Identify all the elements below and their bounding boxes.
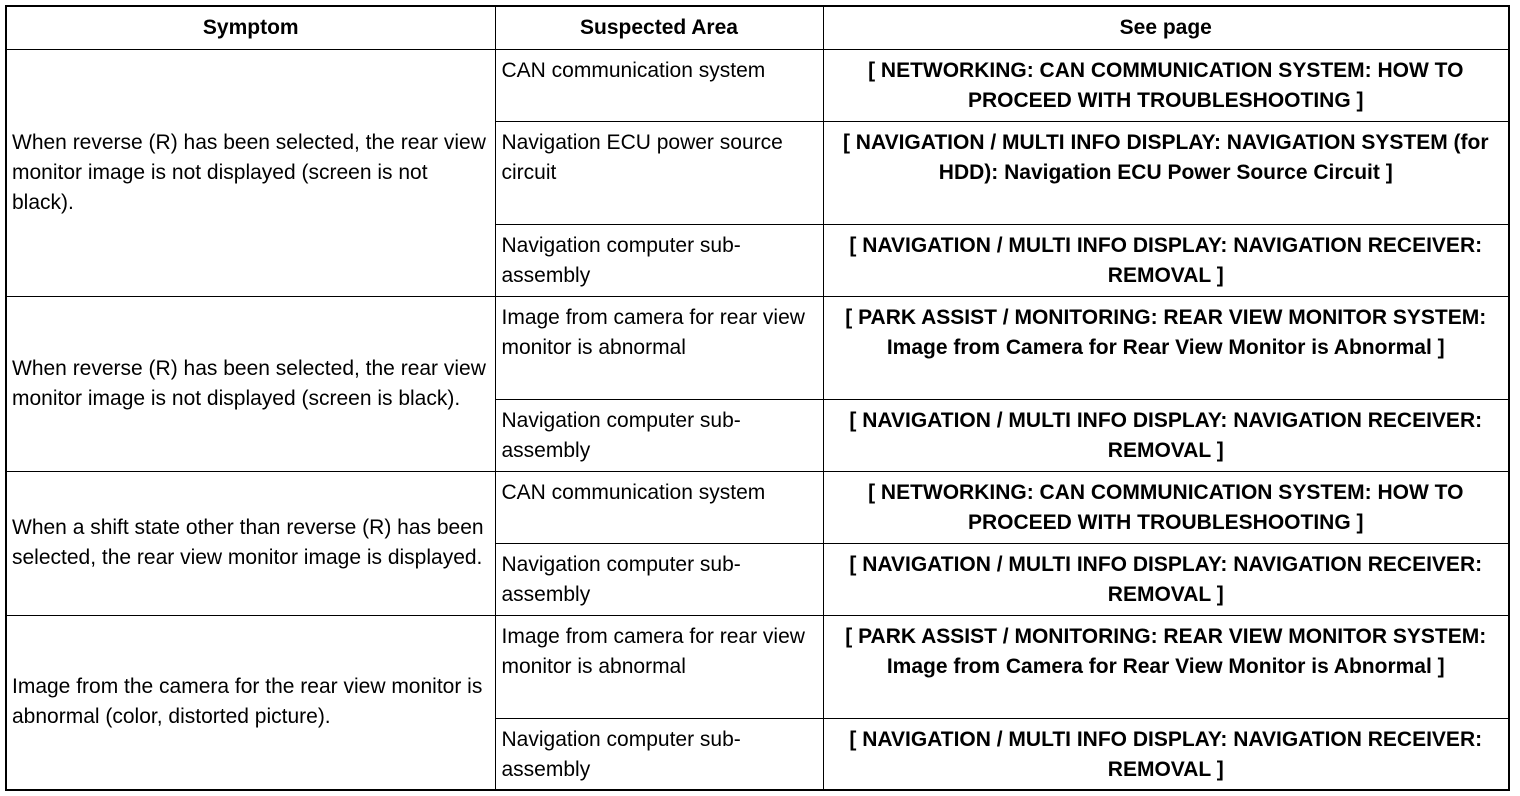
table-row bbox=[6, 615, 1509, 718]
symptom-cell: When reverse (R) has been selected, the rear view monitor image is not displayed (screen is not black). bbox=[6, 49, 495, 296]
suspected-area-cell bbox=[495, 121, 823, 224]
table-header bbox=[6, 6, 1509, 49]
suspected-area-cell bbox=[495, 615, 823, 718]
table-row bbox=[6, 471, 1509, 543]
symptom-cell: When a shift state other than reverse (R) has been selected, the rear view monitor image is displayed. bbox=[6, 471, 495, 615]
see-page-link[interactable]: [ NAVIGATION / MULTI INFO DISPLAY: NAVIGATION RECEIVER: REMOVAL ] bbox=[823, 718, 1509, 790]
symptom-cell: Image from the camera for the rear view monitor is abnormal (color, distorted picture). bbox=[6, 615, 495, 790]
suspected-area-cell bbox=[495, 224, 823, 296]
suspected-area-cell bbox=[495, 399, 823, 471]
header-suspected-area: Suspected Area bbox=[495, 6, 823, 49]
suspected-area-cell: CAN communication system bbox=[495, 49, 823, 121]
see-page-link[interactable]: [ PARK ASSIST / MONITORING: REAR VIEW MONITOR SYSTEM: Image from Camera for Rear View Monitor is Abnormal ] bbox=[823, 296, 1509, 399]
table-row bbox=[6, 49, 1509, 121]
table-row bbox=[6, 296, 1509, 399]
suspected-area-cell bbox=[495, 543, 823, 615]
see-page-link[interactable]: [ NAVIGATION / MULTI INFO DISPLAY: NAVIGATION SYSTEM (for HDD): Navigation ECU Power Source Circuit ] bbox=[823, 121, 1509, 224]
header-row bbox=[6, 6, 1509, 49]
suspected-area-text: Navigation computer sub-assembly bbox=[501, 727, 741, 781]
see-page-link[interactable]: [ NAVIGATION / MULTI INFO DISPLAY: NAVIGATION RECEIVER: REMOVAL ] bbox=[823, 543, 1509, 615]
header-see-page: See page bbox=[823, 6, 1509, 49]
suspected-area-cell bbox=[495, 296, 823, 399]
see-page-link[interactable]: [ NAVIGATION / MULTI INFO DISPLAY: NAVIGATION RECEIVER: REMOVAL ] bbox=[823, 224, 1509, 296]
see-page-link[interactable]: [ NETWORKING: CAN COMMUNICATION SYSTEM: HOW TO PROCEED WITH TROUBLESHOOTING ] bbox=[823, 471, 1509, 543]
suspected-area-text: Navigation computer sub-assembly bbox=[501, 552, 741, 606]
suspected-area-cell: CAN communication system bbox=[495, 471, 823, 543]
see-page-link[interactable]: [ PARK ASSIST / MONITORING: REAR VIEW MONITOR SYSTEM: Image from Camera for Rear View Monitor is Abnormal ] bbox=[823, 615, 1509, 718]
suspected-area-text: Image from camera for rear view monitor is abnormal bbox=[501, 305, 805, 359]
table-body bbox=[6, 49, 1509, 790]
suspected-area-text: Image from camera for rear view monitor is abnormal bbox=[501, 624, 805, 678]
suspected-area-text: Navigation computer sub-assembly bbox=[501, 233, 741, 287]
suspected-area-cell bbox=[495, 718, 823, 790]
troubleshooting-table bbox=[5, 5, 1510, 791]
suspected-area-text: Navigation computer sub-assembly bbox=[501, 408, 741, 462]
header-symptom: Symptom bbox=[6, 6, 495, 49]
suspected-area-text: Navigation ECU power source circuit bbox=[501, 130, 783, 184]
see-page-link[interactable]: [ NAVIGATION / MULTI INFO DISPLAY: NAVIGATION RECEIVER: REMOVAL ] bbox=[823, 399, 1509, 471]
see-page-link[interactable]: [ NETWORKING: CAN COMMUNICATION SYSTEM: HOW TO PROCEED WITH TROUBLESHOOTING ] bbox=[823, 49, 1509, 121]
symptom-cell: When reverse (R) has been selected, the rear view monitor image is not displayed (screen is black). bbox=[6, 296, 495, 471]
